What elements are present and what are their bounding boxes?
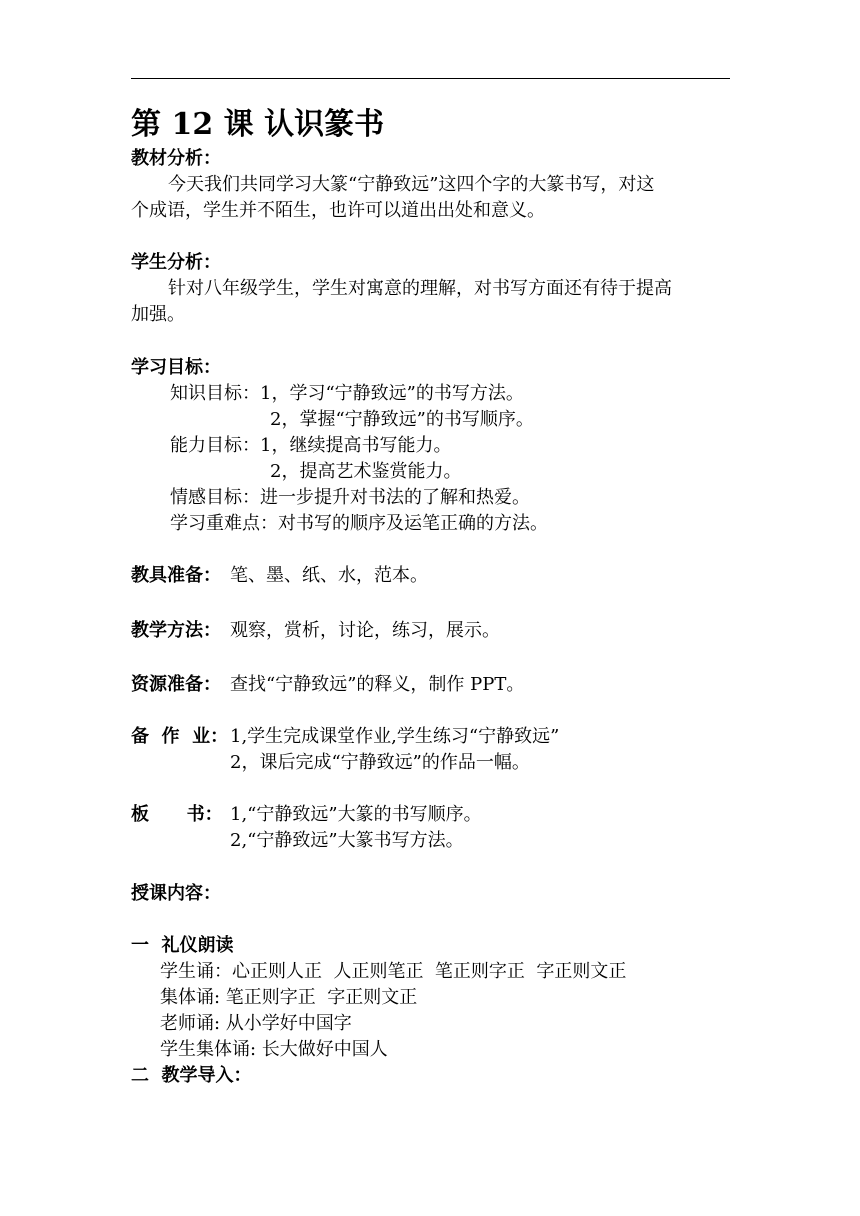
page-title: 第 12 课 认识篆书 [131,107,385,142]
emotion-goal-label: 情感目标： [170,487,260,508]
students-line-1: 针对八年级学生，学生对寓意的理解，对书写方面还有待于提高 [168,278,672,299]
methods-text: 观察，赏析，讨论，练习，展示。 [230,620,500,641]
homework-label: 备 作 业： [131,726,229,747]
knowledge-goal-2: 2，掌握“宁静致远”的书写顺序。 [270,409,534,430]
ability-goal-2: 2，提高艺术鉴赏能力。 [270,461,462,482]
part1-line-3: 老师诵: 从小学好中国字 [160,1013,352,1034]
knowledge-goal-label: 知识目标： [170,383,260,404]
ability-goal-label: 能力目标： [170,435,260,456]
content-heading: 授课内容： [131,883,221,904]
board-line-2: 2,“宁静致远”大篆书写方法。 [230,830,464,851]
part1-line-2: 集体诵: 笔正则字正 字正则文正 [160,987,418,1008]
tools-label: 教具准备： [131,565,221,586]
part1-line-4: 学生集体诵: 长大做好中国人 [160,1039,388,1060]
resources-label: 资源准备： [131,674,221,695]
students-line-2: 加强。 [131,304,185,325]
part2-heading: 二 教学导入： [131,1065,252,1086]
ability-goal-1: 1，继续提高书写能力。 [260,435,452,456]
emotion-goal-text: 进一步提升对书法的了解和热爱。 [260,487,530,508]
textbook-heading: 教材分析： [131,148,221,169]
goals-heading: 学习目标： [131,357,221,378]
board-line-1: 1,“宁静致远”大篆的书写顺序。 [230,804,482,825]
knowledge-goal-1: 1，学习“宁静致远”的书写方法。 [260,383,524,404]
textbook-line-2: 个成语，学生并不陌生，也许可以道出出处和意义。 [131,200,545,221]
tools-text: 笔、墨、纸、水，范本。 [230,565,428,586]
part1-line-1: 学生诵：心正则人正 人正则笔正 笔正则字正 字正则文正 [160,961,627,982]
board-label: 板 书： [131,804,223,825]
methods-label: 教学方法： [131,620,221,641]
key-points-text: 对书写的顺序及运笔正确的方法。 [278,513,548,534]
textbook-line-1: 今天我们共同学习大篆“宁静致远”这四个字的大篆书写，对这 [168,174,655,195]
key-points-label: 学习重难点： [170,513,278,534]
students-heading: 学生分析： [131,252,221,273]
homework-line-2: 2，课后完成“宁静致远”的作品一幅。 [230,752,530,773]
header-rule [131,78,730,79]
part1-heading: 一 礼仪朗读 [131,935,234,956]
homework-line-1: 1,学生完成课堂作业,学生练习“宁静致远” [230,726,560,747]
resources-text: 查找“宁静致远”的释义，制作 PPT。 [230,674,525,695]
